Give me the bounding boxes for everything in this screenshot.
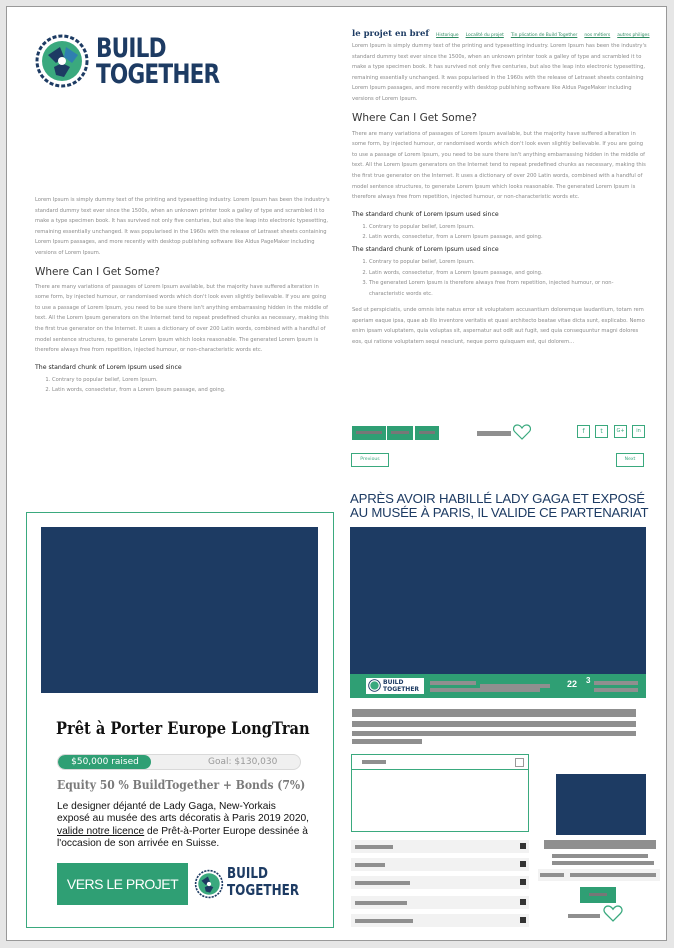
project-card-image xyxy=(41,527,318,693)
list-item-icon[interactable] xyxy=(520,843,526,849)
right-article xyxy=(352,29,648,348)
right-article-subhead-2: The standard chunk of Lorem Ipsum used since xyxy=(352,245,499,253)
right-article-subhead-1: The standard chunk of Lorem Ipsum used since xyxy=(352,210,499,218)
card-logo-emblem-icon xyxy=(194,869,224,899)
action-button-2[interactable] xyxy=(387,426,413,440)
project-cta-button[interactable]: VERS LE PROJET xyxy=(57,863,188,905)
raised-amount: $50,000 raised xyxy=(71,757,139,767)
text-placeholder xyxy=(352,731,636,736)
news-headline[interactable]: APRÈS AVOIR HABILLÉ LADY GAGA ET EXPOSÉ AU MUSÉE À PARIS, IL VALIDE CE PARTENARIAT xyxy=(350,491,649,520)
meta-placeholder xyxy=(540,873,564,877)
comment-widget[interactable] xyxy=(351,754,529,832)
equity-line: Equity 50 % BuildTogether + Bonds (7%) xyxy=(57,778,306,792)
description-text-2: de Prêt-à-Porter Europe dessinée à l'occasion de son arrivée en Suisse. xyxy=(57,825,308,849)
list-item[interactable] xyxy=(351,914,529,927)
list-item: 2. Latin words, consectetur, from a Lorem Ipsum passage, and going. xyxy=(52,385,331,396)
widget-header-placeholder xyxy=(362,760,386,764)
logo-line1: BUILD xyxy=(96,33,166,64)
list-item: 2. Latin words, consectetur, from a Lorem Ipsum passage, and going. xyxy=(369,232,648,243)
mini-card-heart-icon[interactable] xyxy=(603,905,623,922)
text-placeholder xyxy=(352,721,636,727)
widget-divider xyxy=(352,769,528,770)
list-item[interactable] xyxy=(351,876,529,889)
caption-text-placeholder xyxy=(594,681,638,685)
list-item[interactable] xyxy=(351,858,529,871)
right-article-body: There are many variations of passages of Lorem Ipsum available, but the majority have suffered alteration in some form, by injected humour, or randomised words which don't look even slightly believable. If you are going to use a passage of Lorem Ipsum, you need to be sure there isn't anything embarrassing hidden in the middle of text. All the Lorem Ipsum generators on the Internet tend to repeat predefined chunks as necessary, making this the first true generator on the Internet. It uses a dictionary of over 200 Latin words, combined with a handful of model sentence structures, to generate Lorem Ipsum which looks reasonable. The generated Lorem Ipsum is therefore always free from repetition, injected humour, or non-characteristic words etc. xyxy=(352,130,646,201)
linkedin-share-icon[interactable]: in xyxy=(632,425,645,438)
right-article-title: le projet en bref xyxy=(352,29,430,39)
caption-logo-line1: BUILD xyxy=(383,679,404,686)
right-article-list-2 xyxy=(352,257,648,299)
text-placeholder xyxy=(352,709,636,717)
left-article-subhead: The standard chunk of Lorem Ipsum used since xyxy=(35,363,182,371)
tab-historique[interactable]: Historique xyxy=(436,33,459,38)
facebook-share-icon[interactable]: f xyxy=(577,425,590,438)
list-item-icon[interactable] xyxy=(520,899,526,905)
news-image-caption-bar xyxy=(350,674,646,698)
left-article xyxy=(35,195,331,396)
card-logo-line2: TOGETHER xyxy=(227,881,300,899)
action-button-1[interactable] xyxy=(352,426,386,440)
right-article-list-1 xyxy=(352,222,648,243)
logo-line2: TOGETHER xyxy=(96,59,220,90)
list-item-icon[interactable] xyxy=(520,879,526,885)
caption-logo-emblem-icon xyxy=(368,679,381,692)
googleplus-share-icon[interactable]: G+ xyxy=(614,425,627,438)
caption-number-2: 3 xyxy=(586,676,591,685)
widget-checkbox[interactable] xyxy=(515,758,524,767)
mini-card-title-placeholder xyxy=(544,840,656,849)
right-article-heading: Where Can I Get Some? xyxy=(352,111,477,124)
licence-link[interactable]: valide notre licence xyxy=(57,825,145,837)
tab-localite[interactable]: Localité du projet xyxy=(465,33,504,38)
meta-placeholder xyxy=(570,873,656,877)
card-logo-line1: BUILD xyxy=(227,864,268,882)
left-article-body: There are many variations of passages of Lorem Ipsum available, but the majority have suffered alteration in some form, by injected humour, or randomised words which don't look even slightly believable. If you are going to use a passage of Lorem Ipsum, you need to be sure there isn't anything embarrassing hidden in the middle of text. All the Lorem Ipsum generators on the Internet tend to repeat predefined chunks as necessary, making this the first true generator on the Internet. It uses a dictionary of over 200 Latin words, combined with a handful of model sentence structures, to generate Lorem Ipsum which looks reasonable. The generated Lorem Ipsum is therefore always free from repetition, injected humour, or non-characteristic words etc. xyxy=(35,283,329,354)
right-article-intro: Lorem Ipsum is simply dummy text of the printing and typesetting industry. Lorem Ipsum has been the industry's standard dummy text ever since the 1500s, when an unknown printer took a galley of type and scrambled it to make a type specimen book. It has survived not only five centuries, but also the leap into electronic typesetting, remaining essentially unchanged. It was popularised in the 1960s with the release of Letraset sheets containing Lorem Ipsum passages, and more recently with desktop publishing software like Aldus PageMaker including versions of Lorem Ipsum. xyxy=(352,43,647,102)
tab-autres[interactable]: autres philiges xyxy=(617,33,650,38)
list-item: 1. Contrary to popular belief, Lorem Ipsum. xyxy=(369,257,648,268)
page xyxy=(6,6,667,941)
previous-button[interactable]: Previous xyxy=(351,453,389,467)
mini-card-text-placeholder xyxy=(552,854,648,858)
list-item-text-placeholder xyxy=(355,881,410,885)
list-item: 1. Contrary to popular belief, Lorem Ipsum. xyxy=(52,375,331,386)
caption-text-placeholder xyxy=(430,681,476,685)
project-description xyxy=(57,801,309,850)
list-item[interactable] xyxy=(351,896,529,909)
list-item: 1. Contrary to popular belief, Lorem Ipsum. xyxy=(369,222,648,233)
list-item-icon[interactable] xyxy=(520,917,526,923)
list-item-text-placeholder xyxy=(355,863,385,867)
list-item[interactable] xyxy=(351,840,529,853)
list-item-icon[interactable] xyxy=(520,861,526,867)
tab-implication[interactable]: Tin plication de Build Together xyxy=(510,33,578,38)
site-logo[interactable] xyxy=(34,33,220,90)
funding-progress-bar xyxy=(57,754,301,770)
right-article-closing: Sed ut perspiciatis, unde omnis iste natus error sit voluptatem accusantium doloremque laudantium, totam rem aperiam eaque ipsa, quae ab illo inventore veritatis et quasi architecto beatae vitae dicta sunt, explicabo. Nemo enim ipsam voluptatem, quia voluptas sit, aspernatur aut odit aut fugit, sed quia consequuntur magni dolores eos, qui ratione voluptatem sequi nesciunt, neque porro quisquam est, qui dolorem... xyxy=(352,307,645,346)
mini-card-button[interactable] xyxy=(580,887,616,903)
mini-card-text-placeholder xyxy=(552,861,654,865)
action-button-3[interactable] xyxy=(415,426,439,440)
caption-text-placeholder xyxy=(430,688,540,692)
list-item-text-placeholder xyxy=(355,919,413,923)
list-item-text-placeholder xyxy=(355,845,393,849)
description-text-1: Le designer déjanté de Lady Gaga, New-Yorkais exposé au musée des arts décoratis à Paris 2019 2020, xyxy=(57,801,310,825)
caption-logo-box xyxy=(366,678,424,694)
heart-icon[interactable] xyxy=(513,424,531,440)
next-button[interactable]: Next xyxy=(616,453,644,467)
right-article-header xyxy=(352,29,648,39)
news-image xyxy=(350,527,646,674)
left-article-heading: Where Can I Get Some? xyxy=(35,265,160,278)
project-card[interactable] xyxy=(26,512,334,928)
list-item: 2. Latin words, consectetur, from a Lorem Ipsum passage, and going. xyxy=(369,268,648,279)
project-card-title: Prêt à Porter Europe LongTran xyxy=(56,719,310,739)
mini-card-likes-placeholder xyxy=(568,914,600,918)
caption-text-placeholder xyxy=(594,688,638,692)
left-article-list xyxy=(35,375,331,396)
list-item-text-placeholder xyxy=(355,901,407,905)
logo-emblem-icon xyxy=(34,33,90,89)
tab-metiers[interactable]: nos métiers xyxy=(584,33,611,38)
text-placeholder xyxy=(352,739,422,744)
caption-number-1: 22 xyxy=(567,679,578,689)
caption-logo-line2: TOGETHER xyxy=(383,686,420,693)
mini-card-meta-row xyxy=(538,869,660,881)
left-article-intro: Lorem Ipsum is simply dummy text of the printing and typesetting industry. Lorem Ipsum has been the industry's standard dummy text ever since the 1500s, when an unknown printer took a galley of type and scrambled it to make a type specimen book. It has survived not only five centuries, but also the leap into electronic typesetting, remaining essentially unchanged. It was popularised in the 1960s with the release of Letraset sheets containing Lorem Ipsum passages, and more recently with desktop publishing software like Aldus PageMaker including versions of Lorem Ipsum. xyxy=(35,197,330,256)
goal-amount: Goal: $130,030 xyxy=(208,757,278,767)
caption-text-placeholder xyxy=(480,684,550,688)
list-item: 3. The generated Lorem Ipsum is therefore always free from repetition, injected humour, or non-characteristic words etc. xyxy=(369,278,648,299)
twitter-share-icon[interactable]: t xyxy=(595,425,608,438)
mini-card-image xyxy=(556,774,646,835)
likes-count-placeholder xyxy=(477,431,511,436)
